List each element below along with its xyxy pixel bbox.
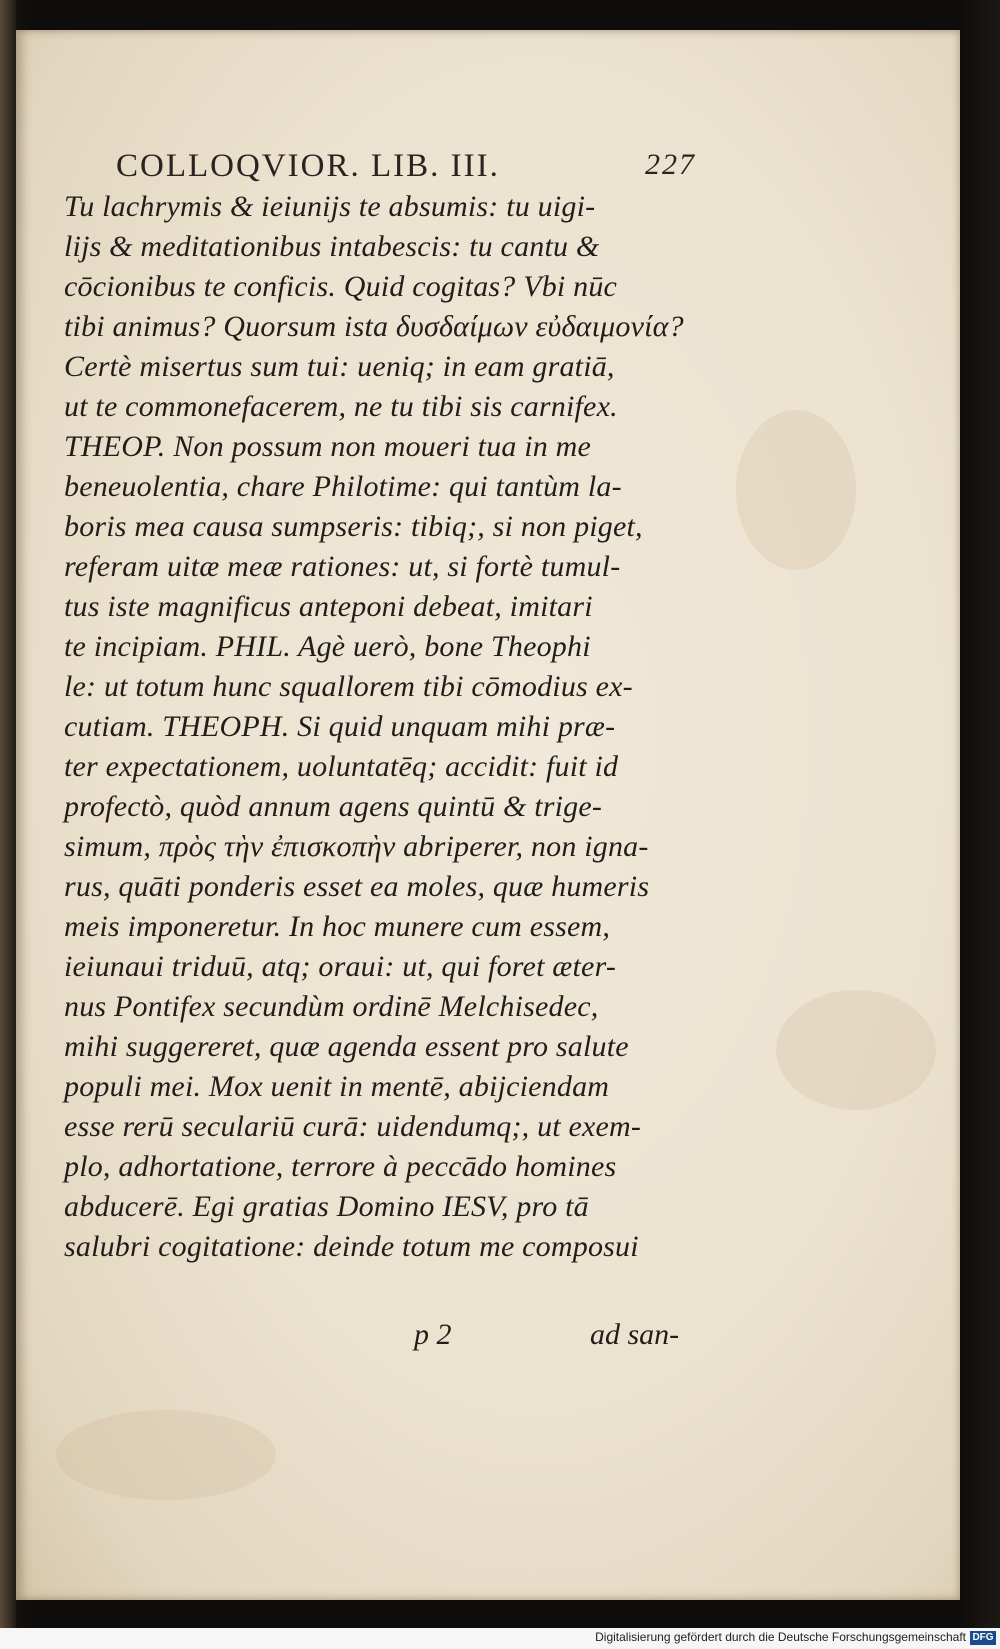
paper-stain bbox=[736, 410, 856, 570]
text-line: rus, quāti ponderis esset ea moles, quæ humeris bbox=[64, 870, 650, 903]
text-line: Certè misertus sum tui: ueniq; in eam gratiā, bbox=[64, 350, 615, 383]
text-line: nus Pontifex secundùm ordinē Melchisedec, bbox=[64, 990, 599, 1023]
text-line: ut te commonefacerem, ne tu tibi sis carnifex. bbox=[64, 390, 618, 423]
text-line: ieiunaui triduū, atq; oraui: ut, qui foret æter- bbox=[64, 950, 617, 983]
text-line: lijs & meditationibus intabescis: tu cantu & bbox=[64, 230, 600, 263]
text-line: beneuolentia, chare Philotime: qui tantùm la- bbox=[64, 470, 622, 503]
text-line: Tu lachrymis & ieiunijs te absumis: tu uigi- bbox=[64, 190, 596, 223]
text-line: le: ut totum hunc squallorem tibi cōmodius ex- bbox=[64, 670, 633, 703]
dfg-logo: DFG bbox=[970, 1631, 996, 1645]
text-line: te incipiam. PHIL. Agè uerò, bone Theophi bbox=[64, 630, 591, 663]
text-line: cutiam. THEOPH. Si quid unquam mihi præ- bbox=[64, 710, 616, 743]
text-line: meis imponeretur. In hoc munere cum essem, bbox=[64, 910, 611, 943]
book-spine-edge bbox=[0, 0, 16, 1649]
funding-credit: Digitalisierung gefördert durch die Deutsche Forschungsgemeinschaft bbox=[595, 1630, 966, 1644]
text-line: salubri cogitatione: deinde totum me composui bbox=[64, 1230, 639, 1263]
text-line: abducerē. Egi gratias Domino IESV, pro tā bbox=[64, 1190, 589, 1223]
page-number: 227 bbox=[645, 148, 696, 181]
catchword: ad san- bbox=[590, 1318, 680, 1351]
text-line: esse rerū seculariū curā: uidendumq;, ut exem- bbox=[64, 1110, 642, 1143]
text-line: tibi animus? Quorsum ista δυσδαίμων εὐδαιμονία? bbox=[64, 310, 684, 343]
paper-stain bbox=[56, 1410, 276, 1500]
text-line: referam uitæ meæ rationes: ut, si fortè tumul- bbox=[64, 550, 621, 583]
text-line: cōcionibus te conficis. Quid cogitas? Vbi nūc bbox=[64, 270, 618, 303]
book-page bbox=[16, 30, 960, 1600]
running-title: COLLOQVIOR. LIB. III. bbox=[116, 148, 500, 184]
text-line: simum, πρὸς τὴν ἐπισκοπὴν abriperer, non igna- bbox=[64, 830, 649, 863]
page-header bbox=[116, 148, 696, 192]
text-line: mihi suggereret, quæ agenda essent pro salute bbox=[64, 1030, 629, 1063]
text-line: profectò, quòd annum agens quintū & trige- bbox=[64, 790, 603, 823]
digitization-footer bbox=[0, 1628, 1000, 1649]
signature-mark: p 2 bbox=[414, 1318, 452, 1351]
text-line: plo, adhortatione, terrore à peccādo homines bbox=[64, 1150, 617, 1183]
text-line: THEOP. Non possum non moueri tua in me bbox=[64, 430, 592, 463]
text-line: boris mea causa sumpseris: tibiq;, si non piget, bbox=[64, 510, 643, 543]
paper-stain bbox=[776, 990, 936, 1110]
text-line: tus iste magnificus anteponi debeat, imitari bbox=[64, 590, 593, 623]
text-line: ter expectationem, uoluntatēq; accidit: fuit id bbox=[64, 750, 619, 783]
text-line: populi mei. Mox uenit in mentē, abijciendam bbox=[64, 1070, 610, 1103]
